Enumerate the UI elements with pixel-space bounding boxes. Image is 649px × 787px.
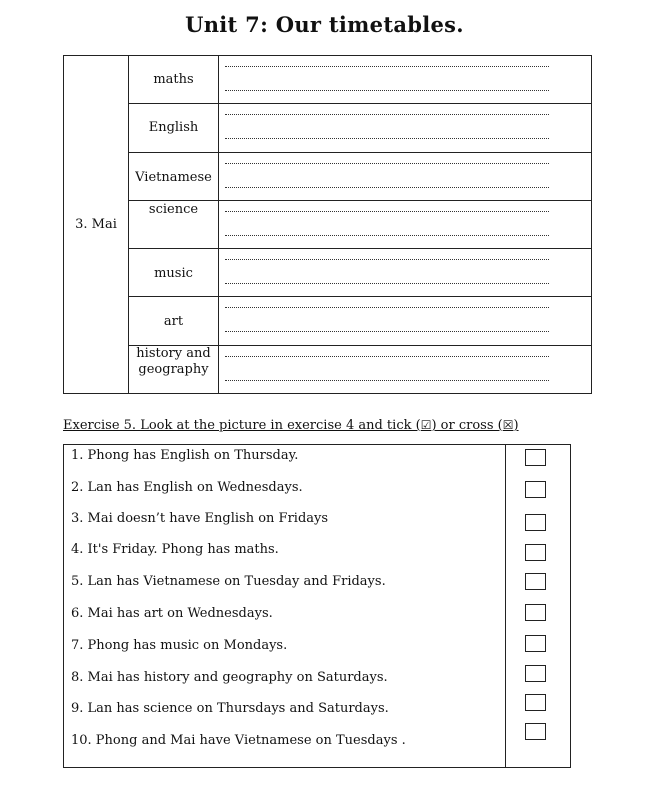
table-row [64, 152, 592, 200]
tick-symbol: ☑ [420, 418, 432, 432]
answer-checkbox[interactable] [525, 635, 546, 652]
answer-cell[interactable] [219, 56, 592, 104]
subject-cell: art [129, 297, 219, 345]
statement: 4. It's Friday. Phong has maths. [71, 542, 279, 557]
answer-checkbox[interactable] [525, 723, 546, 740]
subject-cell: Vietnamese [129, 152, 219, 200]
statement: 8. Mai has history and geography on Saturdays. [71, 670, 388, 685]
answer-line [225, 307, 549, 308]
subject-cell: English [129, 104, 219, 152]
answer-line [225, 138, 549, 139]
answer-line [225, 211, 549, 212]
answer-line [225, 356, 549, 357]
subject-cell: music [129, 249, 219, 297]
answer-cell[interactable] [219, 104, 592, 152]
table-row [64, 345, 592, 393]
answer-line [225, 235, 549, 236]
answer-cell[interactable] [219, 200, 592, 248]
subject-cell: maths [129, 56, 219, 104]
answer-cell[interactable] [219, 152, 592, 200]
table-row [64, 200, 592, 248]
answer-line [225, 66, 549, 67]
statement: 9. Lan has science on Thursdays and Saturdays. [71, 701, 389, 716]
statement: 3. Mai doesn’t have English on Fridays [71, 511, 329, 526]
subject-cell: history and geography [129, 345, 219, 393]
statement: 10. Phong and Mai have Vietnamese on Tuesdays . [71, 733, 406, 748]
subject-cell: science [129, 200, 219, 248]
answer-checkbox[interactable] [525, 665, 546, 682]
answer-line [225, 187, 549, 188]
student-name-cell: 3. Mai [64, 56, 129, 394]
statement: 2. Lan has English on Wednesdays. [71, 480, 303, 495]
page-title: Unit 7: Our timetables. [185, 12, 464, 37]
answer-checkbox[interactable] [525, 514, 546, 531]
statement: 6. Mai has art on Wednesdays. [71, 606, 273, 621]
exercise-heading [63, 418, 519, 433]
table-row [64, 104, 592, 152]
column-divider [505, 445, 506, 767]
answer-line [225, 163, 549, 164]
answer-line [225, 259, 549, 260]
table-row [64, 56, 592, 104]
answer-line [225, 283, 549, 284]
answer-line [225, 331, 549, 332]
answer-line [225, 114, 549, 115]
answer-checkbox[interactable] [525, 604, 546, 621]
timetable [63, 55, 592, 394]
statement: 7. Phong has music on Mondays. [71, 638, 288, 653]
statement: 5. Lan has Vietnamese on Tuesday and Fridays. [71, 574, 386, 589]
exercise-table [63, 444, 571, 768]
answer-checkbox[interactable] [525, 481, 546, 498]
statement: 1. Phong has English on Thursday. [71, 448, 299, 463]
answer-line [225, 380, 549, 381]
table-row [64, 249, 592, 297]
answer-cell[interactable] [219, 297, 592, 345]
table-row [64, 297, 592, 345]
exercise-heading-text: Exercise 5. Look at the picture in exercise 4 and tick ( [63, 418, 421, 433]
exercise-heading-text: ) [513, 418, 519, 433]
cross-symbol: ☒ [502, 418, 514, 432]
answer-checkbox[interactable] [525, 449, 546, 466]
answer-checkbox[interactable] [525, 694, 546, 711]
answer-checkbox[interactable] [525, 573, 546, 590]
answer-cell[interactable] [219, 345, 592, 393]
answer-cell[interactable] [219, 249, 592, 297]
exercise-heading-text: ) or cross ( [431, 418, 503, 433]
answer-checkbox[interactable] [525, 544, 546, 561]
answer-line [225, 90, 549, 91]
